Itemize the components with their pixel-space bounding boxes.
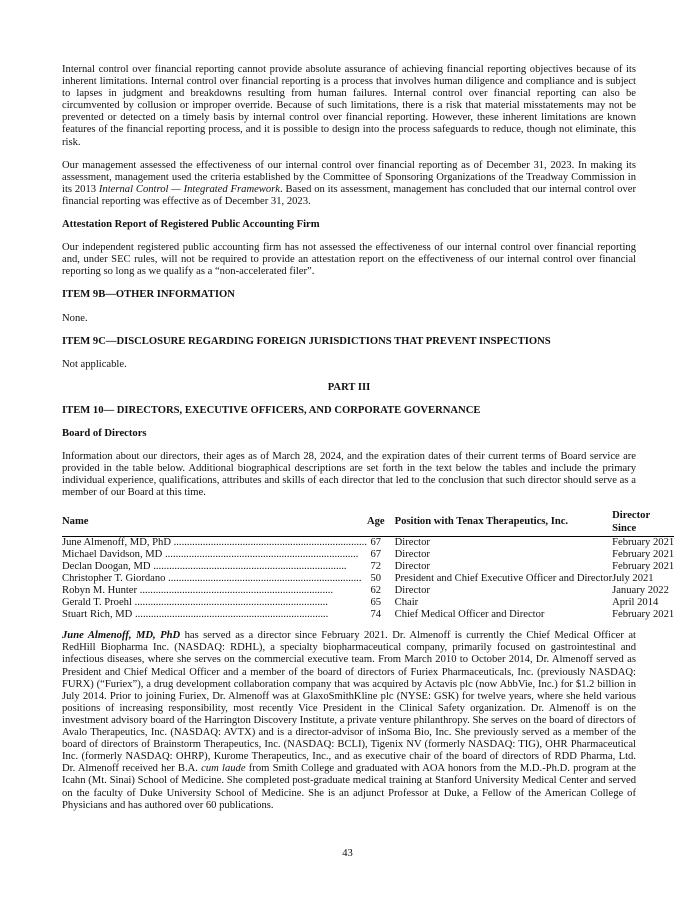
table-row [62, 597, 674, 609]
directors-table [62, 510, 674, 621]
cell-age: 67 [370, 536, 382, 548]
column-header-director-since: Director Since [612, 510, 674, 536]
name-text: Robyn M. Hunter ..... [62, 585, 333, 596]
name-text: Gerald T. Proehl ..... [62, 597, 328, 608]
cell-director-since: February 2021 [612, 536, 675, 548]
cell-age: 74 [370, 609, 382, 621]
cell-name [62, 585, 367, 597]
column-header-name: Name [62, 510, 367, 536]
paragraph-almenoff-bio [62, 630, 636, 811]
item-9b-text: None. [62, 312, 88, 324]
item-9c-text: Not applicable. [62, 358, 127, 370]
cell-age: 67 [370, 548, 382, 560]
cell-director-since: April 2014 [612, 597, 659, 609]
cell-name [62, 573, 367, 585]
cell-director-since: February 2021 [612, 560, 675, 572]
column-header-age: Age [367, 510, 385, 536]
item-9b-heading: ITEM 9B—OTHER INFORMATION [62, 289, 235, 301]
text-span: has served as a director since February 2021. Dr. Almenoff is currently the Chief Medical Officer at RedHill Biopharma Inc. (NASDAQ: RDHL), a specialty biopharmaceutical company, primarily focused on gastrointestinal and infectious diseases, where she serves on the commercial executive team. From March 2010 to October 2014, Dr. Almenoff served as President and Chief Medical Officer and a member of the board of directors of Furiex Pharmaceuticals, Inc. (previously NASDAQ: FURX) (“Furiex”), a drug development collaboration company that was acquired by Actavis plc (now AbbVie, Inc.) for $1.2 billion in July 2014. Prior to joining Furiex, Dr. Almenoff was at GlaxoSmithKline plc (NYSE: GSK) for twelve years, where she held various positions of increasing responsibility, most recently Vice President in the Clinical Safety organization. Dr. Almenoff is on the investment advisory board of the Harrington Discovery Institute, a private venture philanthropy. She serves on the board of directors of Avalo Therapeutics, Inc. (NASDAQ: AVTX) and is a director-advisor of inSoma Bio, Inc. She previously served as a member of the board of directors of Brainstorm Therapeutics, Inc. (NASDAQ: BCLI), Tigenix NV (formerly NASDAQ: TIG), OHR Pharmaceutical Inc. (formerly NASDAQ: OHRP), Kurome Therapeutics, Inc., and as executive chair of the board of directors of RDD Pharma, Ltd. Dr. Almenoff received her B.A. [62, 630, 637, 775]
name-text: Declan Doogan, MD ..... [62, 561, 347, 572]
table-row [62, 549, 674, 561]
table-row [62, 585, 674, 597]
cell-director-since: February 2021 [612, 609, 675, 621]
paragraph-management-assessment [62, 160, 636, 208]
table-row [62, 536, 674, 549]
cell-position: President and Chief Executive Officer and Director [394, 572, 613, 584]
paragraph-attestation: Our independent registered public accounting firm has not assessed the effectiveness of our internal control over financial reporting and, under SEC rules, will not be required to provide an attestation report on the effectiveness of our internal control over financial reporting so long as we qualify as a “non-accelerated filer”. [62, 242, 636, 278]
document-page [62, 64, 675, 823]
table-row [62, 609, 674, 621]
cell-position: Director [394, 536, 430, 548]
text-span: . Based on its assessment, management has concluded that our internal control over financial reporting was effective as of December 31, 2023. [62, 183, 636, 207]
cell-age: 65 [370, 597, 382, 609]
paragraph-board-info: Information about our directors, their ages as of March 28, 2024, and the expiration dates of their current terms of Board service are provided in the table below. Additional biographical descriptions are set forth in the text below the tables and include the primary individual experience, qualifications, attributes and skills of each director that led to the conclusion that such director should serve as a member of our Board at this time. [62, 451, 636, 499]
italic-cum-laude: cum laude [201, 763, 246, 775]
board-of-directors-heading: Board of Directors [62, 427, 147, 439]
name-text: June Almenoff, MD, PhD ..... [62, 537, 367, 548]
cell-director-since: February 2021 [612, 548, 675, 560]
cell-position: Director [394, 548, 430, 560]
text-span: from Smith College and graduated with AOA honors from the M.D.-Ph.D. program at the Icahn (Mt. Sinai) School of Medicine. She completed post-graduate medical training at Stanford University Medical Center and served on the faculty of Duke University School of Medicine. She is an adjunct Professor at Duke, a Fellow of the American College of Physicians and has authored over 60 publications. [62, 763, 636, 811]
cell-age: 50 [370, 572, 382, 584]
text-span: Our management assessed the effectiveness of our internal control over financial reporting as of December 31, 2023. In making its assessment, management used the criteria established by the Committee of Sponsoring Organizations of the Treadway Commission in its 2013 [62, 159, 636, 195]
table-row [62, 573, 674, 585]
part-iii-heading: PART III [327, 381, 371, 393]
cell-name [62, 609, 367, 621]
cell-age: 72 [370, 560, 382, 572]
cell-position: Chair [394, 597, 419, 609]
cell-name [62, 597, 367, 609]
cell-position: Director [394, 585, 430, 596]
cell-director-since: January 2022 [612, 585, 669, 596]
page-number: 43 [342, 848, 353, 859]
cell-director-since: July 2021 [612, 572, 654, 584]
item-9c-heading: ITEM 9C—DISCLOSURE REGARDING FOREIGN JURISDICTIONS THAT PREVENT INSPECTIONS [62, 335, 551, 347]
bio-name: June Almenoff, MD, PhD [62, 630, 181, 642]
cell-name [62, 561, 367, 573]
name-text: Michael Davidson, MD ..... [62, 549, 358, 560]
name-text: Stuart Rich, MD ..... [62, 609, 328, 620]
cell-name [62, 536, 367, 549]
cell-age: 62 [370, 585, 382, 596]
cell-position: Director [394, 560, 430, 572]
name-text: Christopher T. Giordano ..... [62, 573, 361, 584]
column-header-position: Position with Tenax Therapeutics, Inc. [385, 510, 612, 536]
cell-position: Chief Medical Officer and Director [394, 609, 545, 621]
attestation-heading: Attestation Report of Registered Public Accounting Firm [62, 219, 320, 231]
cell-name [62, 549, 367, 561]
table-row [62, 561, 674, 573]
italic-framework-title: Internal Control — Integrated Framework [98, 183, 280, 195]
paragraph-icfr-limitations: Internal control over financial reporting cannot provide absolute assurance of achieving financial reporting objectives because of its inherent limitations. Internal control over financial reporting is a process that involves human diligence and compliance and is subject to lapses in judgment and breakdowns resulting from human failures. Internal control over financial reporting can also be circumvented by collusion or improper override. Because of such limitations, there is a risk that material misstatements may not be prevented or detected on a timely basis by internal control over financial reporting. However, these inherent limitations are known features of the financial reporting process, and it is possible to design into the process safeguards to reduce, though not eliminate, this risk. [62, 64, 636, 148]
table-header-row [62, 510, 674, 536]
item-10-heading: ITEM 10— DIRECTORS, EXECUTIVE OFFICERS, AND CORPORATE GOVERNANCE [62, 404, 481, 416]
